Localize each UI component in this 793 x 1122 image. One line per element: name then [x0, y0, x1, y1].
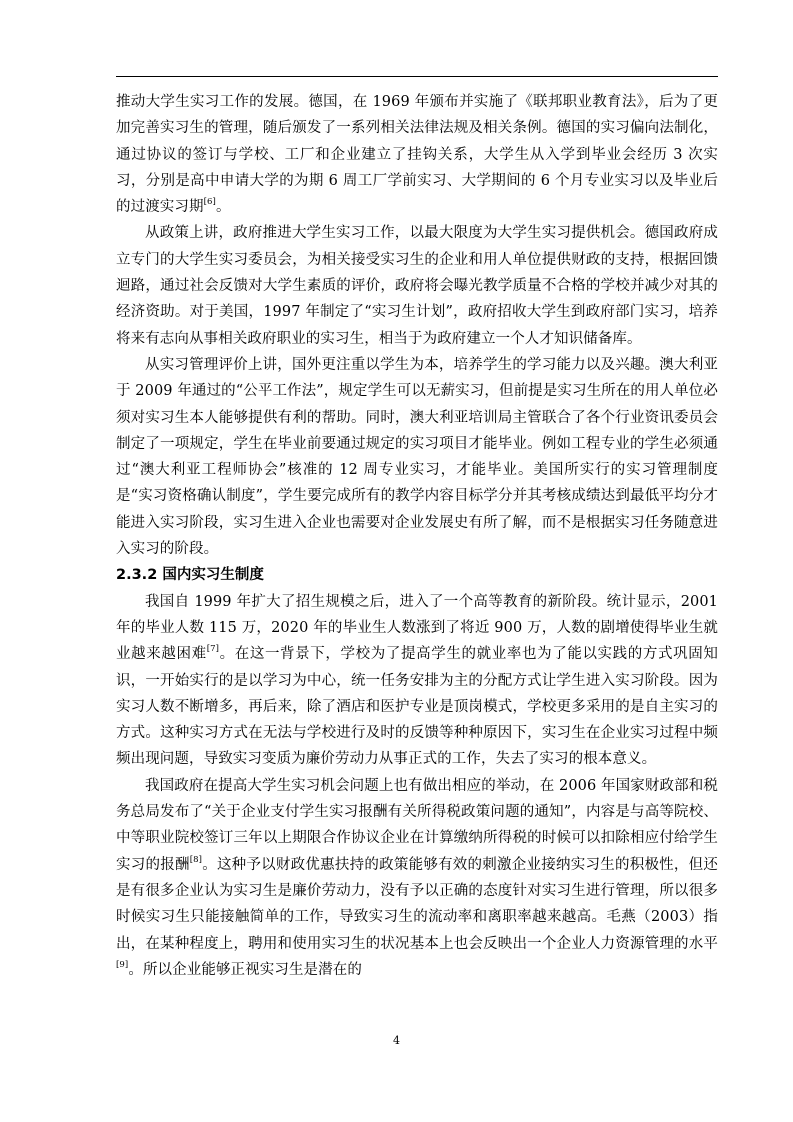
paragraph-text: 。所以企业能够正视实习生是潜在的 — [128, 961, 362, 978]
paragraph-text: 从政策上讲，政府推进大学生实习工作，以最大限度为大学生实习提供机会。德国政府成立专门的大学生实习委员会，为相关接受实习生的企业和用人单位提供财政的支持，根据回馈迴路，通过社会反馈对大学生素质的评价，政府将会曝光教学质量不合格的学校并减少对其的经济资助。对于美国，1997 年制定了“实习生计划”，政府招收大学生到政府部门实习，培养将来有志向从事相关政府职业的实习生，相当于为政府建立一个人才知识储备库。 — [116, 225, 718, 347]
body-text — [116, 89, 718, 983]
paragraph-text: 从实习管理评价上讲，国外更注重以学生为本，培养学生的学习能力以及兴趣。澳大利亚于 2009 年通过的“公平工作法”，规定学生可以无薪实习，但前提是实习生所在的用人单位必须对实习生本人能够提供有利的帮助。同时，澳大利亚培训局主管联合了各个行业资讯委员会制定了一项规定，学生在毕业前要通过规定的实习项目才能毕业。例如工程专业的学生必须通过“澳大利亚工程师协会”核准的 12 周专业实习，才能毕业。美国所实行的实习管理制度是“实习资格确认制度”，学生要完成所有的教学内容目标学分并其考核成绩达到最低平均分才能进入实习阶段，实习生进入企业也需要对企业发展史有所了解，而不是根据实习任务随意进入实习的阶段。 — [116, 356, 718, 558]
citation-marker: [7] — [206, 644, 220, 655]
page-number: 4 — [393, 1034, 400, 1047]
citation-marker: [9] — [116, 959, 129, 970]
paragraph-group-before — [116, 89, 718, 562]
citation-marker: [6] — [203, 197, 216, 208]
paragraph-text: 。 — [215, 199, 231, 216]
paragraph-text: 我国政府在提高大学生实习机会问题上也有做出相应的举动，在 2006 年国家财政部和税务总局发布了“关于企业支付学生实习报酬有关所得税政策问题的通知”，内容是与高等院校、中等职业院校签订三年以上期限合作协议企业在计算缴纳所得税的时候可以扣除相应付给学生实习的报酬 — [116, 777, 718, 873]
paragraph-text: 。这种予以财政优惠扶持的政策能够有效的刺激企业接纳实习生的积极性，但还是有很多企业认为实习生是廉价劳动力，没有予以正确的态度针对实习生进行管理，所以很多时候实习生只能接触简单的工作，导致实习生的流动率和离职率越来越高。毛燕（2003）指出，在某种程度上，聘用和使用实习生的状况基本上也会反映出一个企业人力资源管理的水平 — [116, 856, 719, 952]
paragraph-group-after — [116, 589, 718, 983]
paragraph-text: 。在这一背景下，学校为了提高学生的就业率也为了能以实践的方式巩固知识，一开始实行的是以学习为中心，统一任务安排为主的分配方式让学生进入实习阶段。因为实习人数不断增多，再后来，除了酒店和医护专业是顶岗模式，学校更多采用的是自主实习的方式。这种实习方式在无法与学校进行及时的反馈等种种原因下，实习生在企业实习过程中频频出现问题，导致实习变质为廉价劳动力从事正式的工作，失去了实习的根本意义。 — [116, 646, 718, 768]
paragraph — [116, 352, 718, 562]
paragraph-text: 推动大学生实习工作的发展。德国，在 1969 年颁布并实施了《联邦职业教育法》，后为了更加完善实习生的管理，随后颁发了一系列相关法律法规及相关条例。德国的实习偏向法制化，通过协议的签订与学校、工厂和企业建立了挂钩关系，大学生从入学到毕业会经历 3 次实习，分别是高中申请大学的为期 6 周工厂学前实习、大学期间的 6 个月专业实习以及毕业后的过渡实习期 — [116, 94, 718, 216]
paragraph — [116, 773, 718, 983]
paragraph-text: 我国自 1999 年扩大了招生规模之后，进入了一个高等教育的新阶段。统计显示，2001 年的毕业人数 115 万，2020 年的毕业生人数涨到了将近 900 万，人数的剧增使得毕业生就业越来越困难 — [116, 593, 718, 663]
header-rule — [116, 76, 718, 77]
section-heading: 2.3.2 国内实习生制度 — [116, 567, 264, 584]
paragraph — [116, 589, 718, 773]
citation-marker: [8] — [189, 854, 203, 865]
paragraph — [116, 89, 718, 220]
paragraph — [116, 220, 718, 351]
